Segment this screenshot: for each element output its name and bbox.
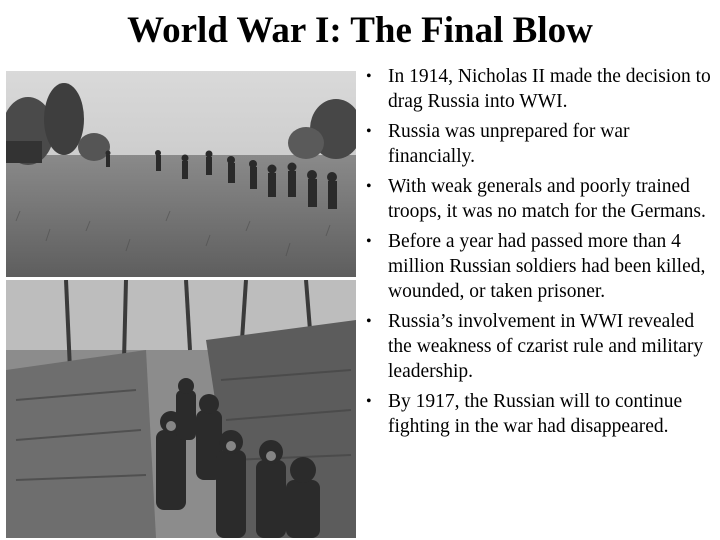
slide-title: World War I: The Final Blow xyxy=(127,10,593,51)
bullet-dot-icon: • xyxy=(366,313,372,330)
bullet-item: • In 1914, Nicholas II made the decision to drag Russia into WWI. xyxy=(366,66,711,112)
bullet-item: • Russia was unprepared for war financially. xyxy=(366,121,630,167)
bullet-dot-icon: • xyxy=(366,178,372,195)
bullet-item: • By 1917, the Russian will to continue fighting in the war had disappeared. xyxy=(366,391,683,437)
bullet-dot-icon: • xyxy=(366,233,372,250)
soldiers-charging-field-photo xyxy=(6,71,356,277)
bullet-dot-icon: • xyxy=(366,393,372,410)
soldiers-in-trench-photo xyxy=(6,280,356,538)
bullet-dot-icon: • xyxy=(366,68,372,85)
bullet-item: • With weak generals and poorly trained troops, it was no match for the Germans. xyxy=(366,176,706,222)
bullet-list xyxy=(358,64,718,444)
bullet-item: • Before a year had passed more than 4 million Russian soldiers had been killed, wounded, or taken prisoner. xyxy=(366,231,706,302)
bullet-dot-icon: • xyxy=(366,123,372,140)
bullet-item: • Russia’s involvement in WWI revealed the weakness of czarist rule and military leadership. xyxy=(366,311,704,382)
